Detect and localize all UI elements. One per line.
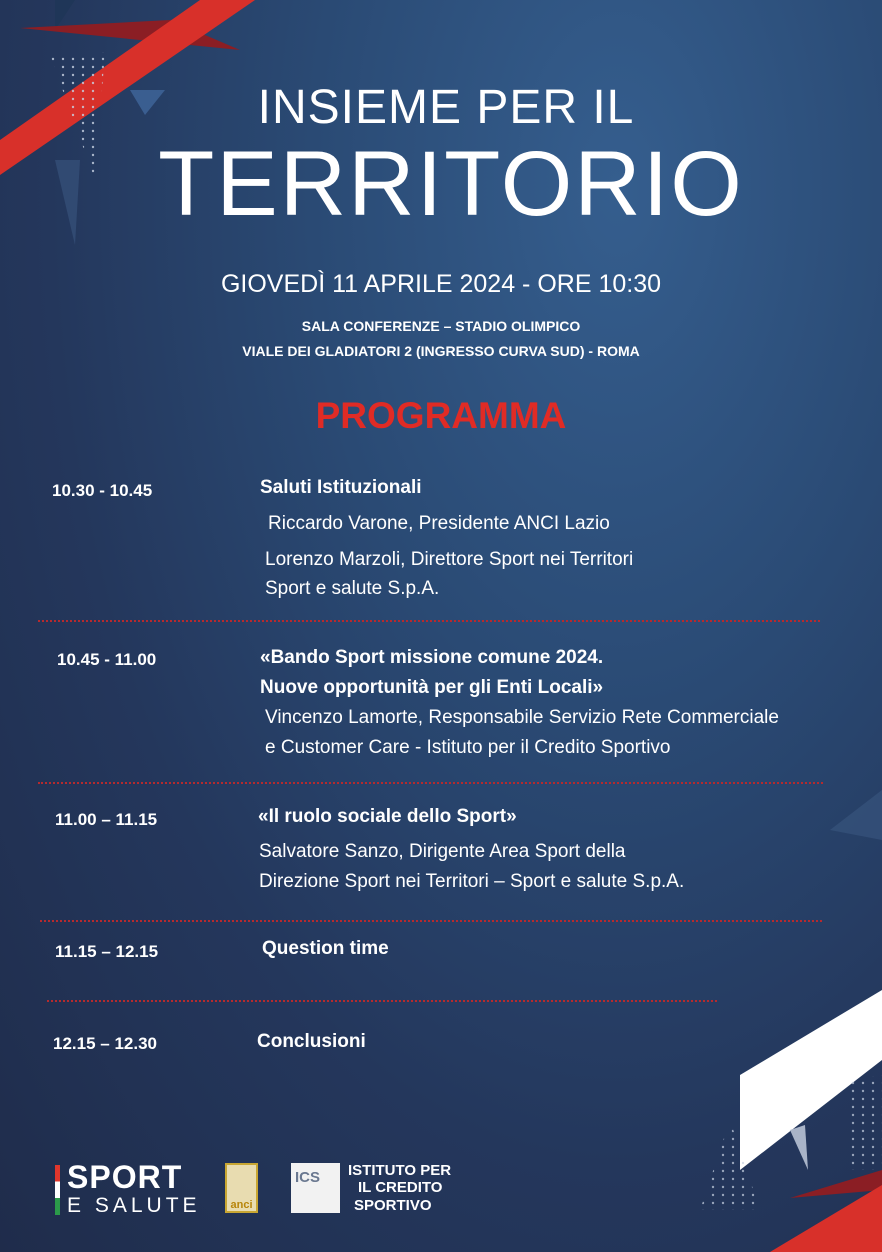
time-slot: 11.15 – 12.15 [55, 942, 159, 961]
divider [38, 782, 823, 784]
ics-logo-text [348, 1162, 451, 1214]
time-slot: 10.45 - 11.00 [57, 650, 157, 669]
ics-logo: ICS [291, 1163, 340, 1213]
session-heading: «Il ruolo sociale dello Sport» [258, 806, 517, 827]
italian-flag-icon [55, 1165, 60, 1215]
session-heading: Saluti Istituzionali [260, 477, 422, 498]
time-slot: 12.15 – 12.30 [53, 1034, 157, 1053]
title-line-2: TERRITORIO [158, 133, 744, 235]
speaker-line: Riccardo Varone, Presidente ANCI Lazio [268, 513, 610, 534]
anci-logo: anci [225, 1163, 258, 1213]
logo-text: SPORTIVO [354, 1196, 432, 1214]
venue-line-2: VIALE DEI GLADIATORI 2 (INGRESSO CURVA SUD) - ROMA [242, 343, 640, 359]
speaker-line: Sport e salute S.p.A. [265, 578, 440, 599]
logo-text: SPORT [67, 1159, 183, 1195]
session-heading: Conclusioni [257, 1031, 366, 1052]
speaker-line: Salvatore Sanzo, Dirigente Area Sport della [259, 841, 626, 862]
speaker-line: Vincenzo Lamorte, Responsabile Servizio Rete Commerciale [265, 707, 779, 728]
logo-text: IL CREDITO [358, 1179, 443, 1197]
divider [40, 920, 822, 922]
divider [38, 620, 820, 622]
divider [47, 1000, 717, 1002]
event-date: GIOVEDÌ 11 APRILE 2024 - ORE 10:30 [220, 270, 662, 298]
speaker-line: Direzione Sport nei Territori – Sport e salute S.p.A. [259, 871, 685, 892]
time-slot: 10.30 - 10.45 [52, 481, 153, 500]
programme-title: PROGRAMMA [315, 395, 567, 436]
venue-line-1: SALA CONFERENZE – STADIO OLIMPICO [301, 318, 581, 334]
time-slot: 11.00 – 11.15 [55, 810, 158, 829]
logo-text: ISTITUTO PER [348, 1162, 452, 1179]
session-heading: Question time [262, 938, 389, 959]
session-heading-2: Nuove opportunità per gli Enti Locali» [260, 677, 604, 698]
session-heading: «Bando Sport missione comune 2024. [260, 647, 604, 668]
title-line-1: INSIEME PER IL [257, 81, 635, 134]
speaker-line: Lorenzo Marzoli, Direttore Sport nei Territori [265, 549, 634, 570]
logo-text: E SALUTE [67, 1194, 201, 1217]
speaker-line: e Customer Care - Istituto per il Credito Sportivo [265, 737, 671, 758]
